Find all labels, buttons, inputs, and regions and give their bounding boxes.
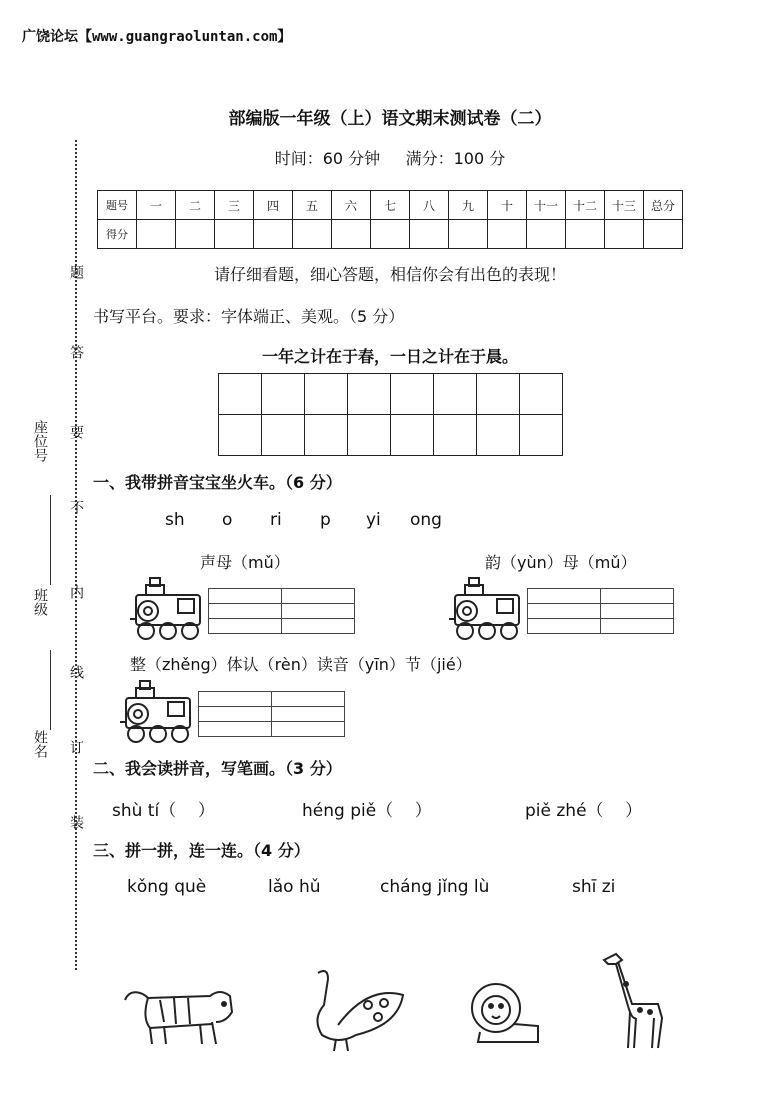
answer-cell[interactable] [601, 589, 674, 604]
score-cell[interactable] [410, 220, 449, 249]
q2-item: shù tí（ ） [112, 801, 215, 821]
answer-cell[interactable] [272, 707, 345, 722]
binding-char: 要 [68, 425, 84, 439]
q3-word: cháng jǐng lù [380, 877, 490, 897]
exam-time: 时间：60 分钟 满分：100 分 [274, 149, 506, 168]
writing-cell[interactable] [262, 415, 305, 456]
writing-cell[interactable] [348, 374, 391, 415]
writing-cell[interactable] [391, 415, 434, 456]
writing-cell[interactable] [219, 415, 262, 456]
score-cell[interactable] [371, 220, 410, 249]
tiger-icon [120, 978, 245, 1050]
answer-cell[interactable] [282, 589, 355, 604]
score-table [97, 190, 683, 249]
train-engine-icon [116, 678, 200, 746]
binding-char: 装 [68, 815, 84, 829]
answer-cell[interactable] [199, 692, 272, 707]
q1-letter: yi [366, 510, 381, 530]
writing-cell[interactable] [477, 415, 520, 456]
train-engine-icon [126, 575, 210, 643]
answer-cell[interactable] [209, 604, 282, 619]
score-col: 五 [293, 191, 332, 220]
train-label-finals: 韵（yùn）母（mǔ） [485, 553, 637, 572]
writing-heading: 书写平台。要求：字体端正、美观。（5 分） [93, 307, 405, 326]
answer-cell[interactable] [199, 707, 272, 722]
q1-letter: ri [270, 510, 282, 530]
answer-cell[interactable] [601, 604, 674, 619]
score-col: 十 [488, 191, 527, 220]
score-cell[interactable] [293, 220, 332, 249]
score-col: 三 [215, 191, 254, 220]
writing-sentence: 一年之计在于春，一日之计在于晨。 [261, 347, 518, 366]
score-col: 七 [371, 191, 410, 220]
q1-letter: ong [410, 510, 442, 530]
binding-char: 题 [68, 265, 84, 279]
answer-cell[interactable] [282, 619, 355, 634]
binding-char: 内 [68, 585, 84, 599]
exam-title: 部编版一年级（上）语文期末测试卷（二） [228, 109, 552, 129]
score-col: 十三 [605, 191, 644, 220]
answer-cell[interactable] [282, 604, 355, 619]
score-cell[interactable] [254, 220, 293, 249]
score-cell[interactable] [332, 220, 371, 249]
writing-grid [218, 373, 563, 456]
q2-item: piě zhé（ ） [525, 801, 643, 821]
binding-char: 不 [68, 500, 84, 514]
answer-cell[interactable] [528, 619, 601, 634]
answer-cell[interactable] [199, 722, 272, 737]
score-cell[interactable] [215, 220, 254, 249]
writing-cell[interactable] [391, 374, 434, 415]
writing-cell[interactable] [434, 374, 477, 415]
instruction: 请仔细看题，细心答题，相信你会有出色的表现！ [213, 265, 566, 284]
answer-cell[interactable] [528, 589, 601, 604]
q1-heading: 一、我带拼音宝宝坐火车。（6 分） [93, 473, 342, 492]
train-label-whole: 整（zhěng）体认（rèn）读音（yīn）节（jié） [130, 655, 472, 674]
giraffe-icon [598, 948, 674, 1050]
writing-cell[interactable] [520, 374, 563, 415]
score-cell[interactable] [605, 220, 644, 249]
score-cell[interactable] [527, 220, 566, 249]
q3-word: lǎo hǔ [268, 877, 321, 897]
q3-word: kǒng què [127, 877, 207, 897]
writing-cell[interactable] [520, 415, 563, 456]
answer-cell[interactable] [209, 589, 282, 604]
train-cars-finals [527, 588, 674, 634]
score-cell[interactable] [644, 220, 683, 249]
lion-icon [468, 978, 542, 1048]
q3-word: shī zi [572, 877, 616, 897]
writing-cell[interactable] [305, 415, 348, 456]
answer-cell[interactable] [528, 604, 601, 619]
score-cell[interactable] [449, 220, 488, 249]
train-label-initials: 声母（mǔ） [200, 553, 290, 572]
q3-heading: 三、拼一拼，连一连。（4 分） [93, 841, 310, 860]
train-cars-initials [208, 588, 355, 634]
q1-letter: p [320, 510, 331, 530]
score-col: 六 [332, 191, 371, 220]
writing-cell[interactable] [434, 415, 477, 456]
score-col: 总分 [644, 191, 683, 220]
watermark: 广饶论坛【www.guangraoluntan.com】 [22, 29, 292, 45]
seat-blank [50, 495, 51, 585]
writing-cell[interactable] [262, 374, 305, 415]
score-col: 十一 [527, 191, 566, 220]
peacock-icon [298, 965, 408, 1053]
score-cell[interactable] [488, 220, 527, 249]
score-col: 十二 [566, 191, 605, 220]
score-col: 四 [254, 191, 293, 220]
train-engine-icon [445, 575, 529, 643]
seat-label: 座位号 [32, 420, 48, 462]
score-header-label: 题号 [98, 191, 137, 220]
writing-cell[interactable] [305, 374, 348, 415]
binding-char: 订 [68, 740, 84, 754]
name-label: 姓名 [32, 730, 48, 758]
score-col: 一 [137, 191, 176, 220]
train-cars-whole [198, 691, 345, 737]
class-label: 班级 [32, 588, 48, 616]
q1-letter: o [222, 510, 233, 530]
writing-cell[interactable] [219, 374, 262, 415]
answer-cell[interactable] [601, 619, 674, 634]
score-cell[interactable] [176, 220, 215, 249]
q1-letter: sh [165, 510, 185, 530]
q2-heading: 二、我会读拼音，写笔画。（3 分） [93, 759, 342, 778]
class-blank [50, 650, 51, 730]
writing-cell[interactable] [477, 374, 520, 415]
score-col: 八 [410, 191, 449, 220]
score-cell[interactable] [137, 220, 176, 249]
score-col: 九 [449, 191, 488, 220]
score-row-label: 得分 [98, 220, 137, 249]
answer-cell[interactable] [272, 692, 345, 707]
score-col: 二 [176, 191, 215, 220]
binding-char: 答 [68, 345, 84, 359]
q2-item: héng piě（ ） [302, 801, 432, 821]
answer-cell[interactable] [209, 619, 282, 634]
writing-cell[interactable] [348, 415, 391, 456]
score-cell[interactable] [566, 220, 605, 249]
answer-cell[interactable] [272, 722, 345, 737]
binding-char: 线 [68, 665, 84, 679]
